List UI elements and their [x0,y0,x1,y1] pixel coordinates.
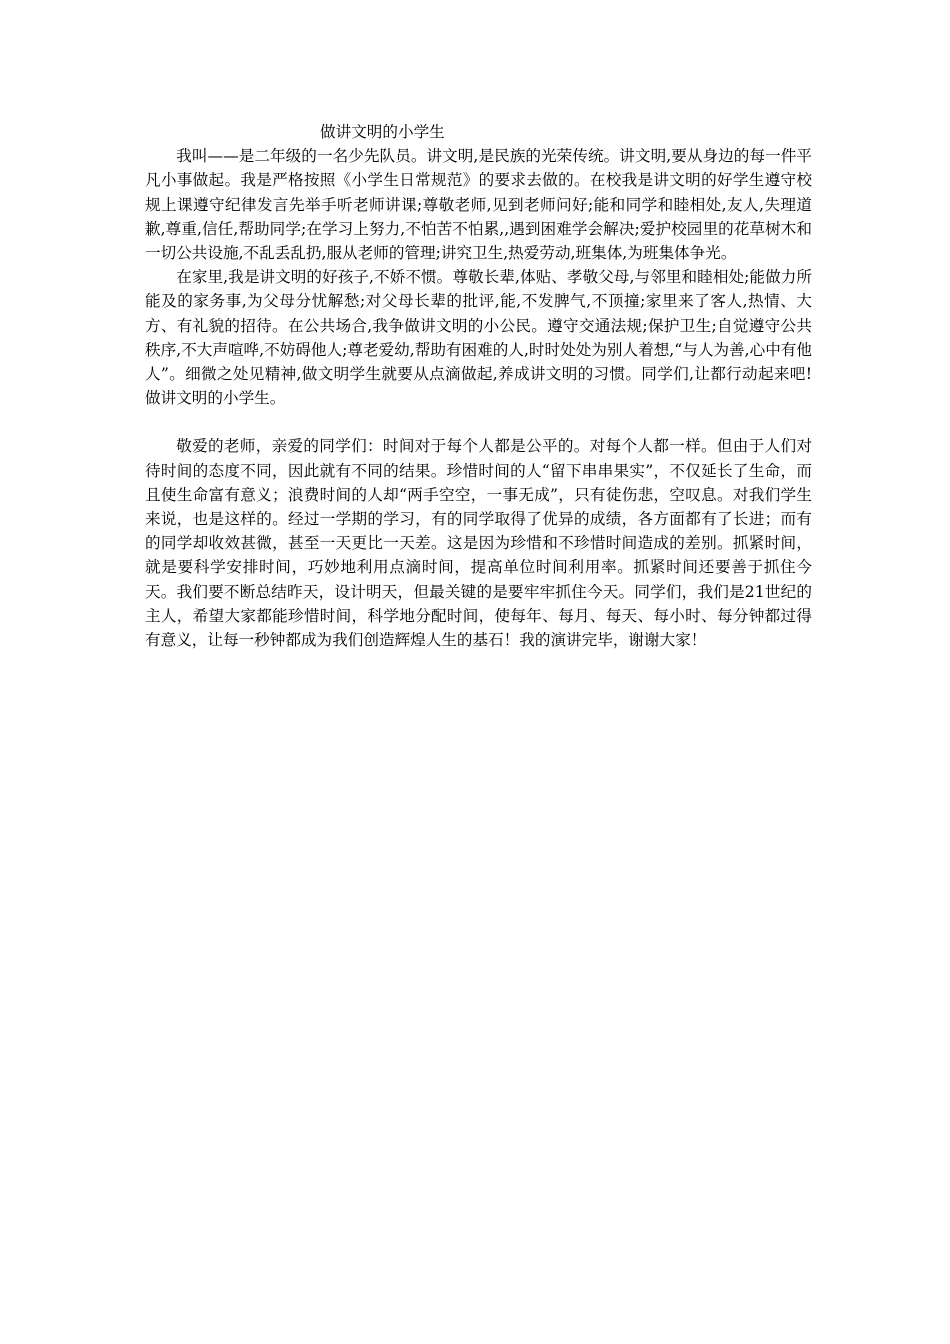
document-body [145,120,812,652]
paragraph-speech-time: 敬爱的老师，亲爱的同学们：时间对于每个人都是公平的。对每个人都一样。但由于人们对待时间的态度不同，因此就有不同的结果。珍惜时间的人“留下串串果实”，不仅延长了生命，而且使生命富有意义；浪费时间的人却“两手空空，一事无成”，只有徒伤悲，空叹息。对我们学生来说，也是这样的。经过一学期的学习，有的同学取得了优异的成绩，各方面都有了长进；而有的同学却收效甚微，甚至一天更比一天差。这是因为珍惜和不珍惜时间造成的差别。抓紧时间，就是要科学安排时间，巧妙地利用点滴时间，提高单位时间利用率。抓紧时间还要善于抓住今天。我们要不断总结昨天，设计明天，但最关键的是要牢牢抓住今天。同学们，我们是21世纪的主人，希望大家都能珍惜时间，科学地分配时间，使每年、每月、每天、每小时、每分钟都过得有意义，让每一秒钟都成为我们创造辉煌人生的基石！我的演讲完毕，谢谢大家！ [145,437,812,650]
section-spacer [145,410,812,434]
paragraph-school-conduct: 我叫——是二年级的一名少先队员。讲文明,是民族的光荣传统。讲文明,要从身边的每一件平凡小事做起。我是严格按照《小学生日常规范》的要求去做的。在校我是讲文明的好学生遵守校规上课遵守纪律发言先举手听老师讲课;尊敬老师,见到老师问好;能和同学和睦相处,友人,失理道歉,尊重,信任,帮助同学;在学习上努力,不怕苦不怕累,,遇到困难学会解决;爱护校园里的花草树木和一切公共设施,不乱丢乱扔,服从老师的管理;讲究卫生,热爱劳动,班集体,为班集体争光。 [145,147,812,263]
document-title: 做讲文明的小学生 [320,123,445,141]
paragraph-home-conduct: 在家里,我是讲文明的好孩子,不娇不惯。尊敬长辈,体贴、孝敬父母,与邻里和睦相处;能做力所能及的家务事,为父母分忧解愁;对父母长辈的批评,能,不发脾气,不顶撞;家里来了客人,热情、大方、有礼貌的招待。在公共场合,我争做讲文明的小公民。遵守交通法规;保护卫生;自觉遵守公共秩序,不大声喧哗,不妨碍他人;尊老爱幼,帮助有困难的人,时时处处为别人着想,“与人为善,心中有他人”。细微之处见精神,做文明学生就要从点滴做起,养成讲文明的习惯。同学们,让都行动起来吧!做讲文明的小学生。 [145,268,812,408]
